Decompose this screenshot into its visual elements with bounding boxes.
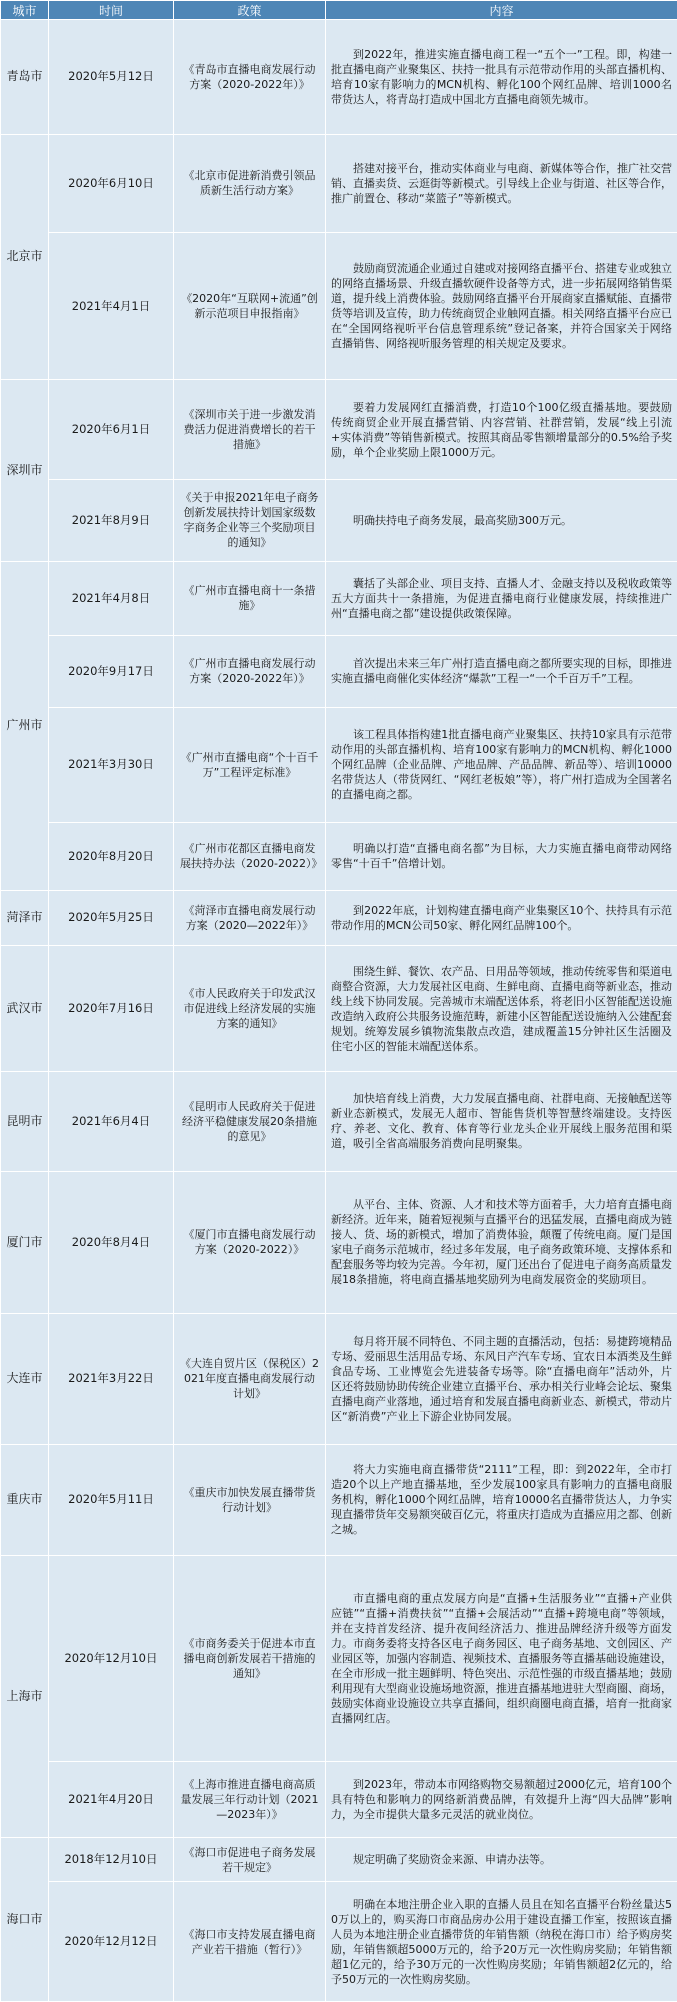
policy-cell: 《昆明市人民政府关于促进经济平稳健康发展20条措施的意见》 bbox=[174, 1072, 326, 1172]
content-cell: 到2023年，带动本市网络购物交易额超过2000亿元，培育100个具有特色和影响力的网络新消费品牌，有效提升上海“四大品牌”影响力，为全市提供大量多元灵活的就业岗位。 bbox=[326, 1762, 677, 1838]
city-cell: 重庆市 bbox=[1, 1444, 49, 1555]
date-cell: 2020年7月16日 bbox=[49, 946, 174, 1072]
content-cell: 该工程具体指构建1批直播电商产业聚集区、扶持10家具有示范带动作用的头部直播机构、培育100家有影响力的MCN机构、孵化1000个网红品牌（企业品牌、产地品牌、产品品牌、新品等）、培训10000名带货达人（带货网红、“网红老板娘”等），将广州打造成为全国著名的直播电商之都。 bbox=[326, 707, 677, 822]
date-cell: 2020年5月11日 bbox=[49, 1444, 174, 1555]
content-cell: 围绕生鲜、餐饮、农产品、日用品等领域，推动传统零售和渠道电商整合资源，大力发展社区电商、生鲜电商、直播电商等新业态，推动线上线下协同发展。完善城市末端配送体系，将老旧小区智能配送设施改造纳入政府公共服务设施范畴，新建小区智能配送设施纳入公建配套规划。统筹发展乡镇物流集散点改造，建成覆盖15分钟社区生活圈及住宅小区的智能末端配送体系。 bbox=[326, 946, 677, 1072]
table-row bbox=[1, 20, 677, 135]
date-cell: 2020年5月12日 bbox=[49, 20, 174, 135]
city-cell: 上海市 bbox=[1, 1555, 49, 1837]
table-row bbox=[1, 1313, 677, 1444]
policy-cell: 《关于申报2021年电子商务创新发展扶持计划国家级数字商务企业等三个奖励项目的通知》 bbox=[174, 479, 326, 561]
header-policy: 政策 bbox=[174, 1, 326, 20]
policy-cell: 《2020年“互联网+流通”创新示范项目申报指南》 bbox=[174, 232, 326, 379]
date-cell: 2021年4月8日 bbox=[49, 561, 174, 635]
content-cell: 到2022年底，计划构建直播电商产业集聚区10个、扶持具有示范带动作用的MCN公司50家、孵化网红品牌100个。 bbox=[326, 890, 677, 945]
city-cell: 武汉市 bbox=[1, 946, 49, 1072]
policy-cell: 《广州市直播电商发展行动方案（2020-2022年）》 bbox=[174, 636, 326, 708]
content-cell: 要着力发展网红直播消费，打造10个100亿级直播基地。要鼓励传统商贸企业开展直播营销、内容营销、社群营销，发展“线上引流+实体消费”等销售新模式。按照其商品零售额增量部分的0.5%给予奖励，单个企业奖励上限1000万元。 bbox=[326, 380, 677, 480]
header-date: 时间 bbox=[49, 1, 174, 20]
policy-cell: 《市商务委关于促进本市直播电商创新发展若干措施的通知》 bbox=[174, 1555, 326, 1762]
date-cell: 2020年6月10日 bbox=[49, 134, 174, 232]
table-row bbox=[1, 232, 677, 379]
policy-cell: 《北京市促进新消费引领品质新生活行动方案》 bbox=[174, 134, 326, 232]
city-cell: 海口市 bbox=[1, 1838, 49, 2002]
date-cell: 2020年6月1日 bbox=[49, 380, 174, 480]
table-row bbox=[1, 946, 677, 1072]
content-cell: 首次提出未来三年广州打造直播电商之都所要实现的目标，即推进实施直播电商催化实体经济“爆款”工程一“一个千百万千”工程。 bbox=[326, 636, 677, 708]
content-cell: 明确以打造“直播电商名都”为目标，大力实施直播电商带动网络零售“十百千”倍增计划。 bbox=[326, 822, 677, 890]
date-cell: 2020年9月17日 bbox=[49, 636, 174, 708]
city-cell: 菏泽市 bbox=[1, 890, 49, 945]
date-cell: 2021年4月1日 bbox=[49, 232, 174, 379]
table-row bbox=[1, 1762, 677, 1838]
policy-cell: 《上海市推进直播电商高质量发展三年行动计划（2021—2023年）》 bbox=[174, 1762, 326, 1838]
date-cell: 2021年6月4日 bbox=[49, 1072, 174, 1172]
date-cell: 2021年3月22日 bbox=[49, 1313, 174, 1444]
date-cell: 2021年3月30日 bbox=[49, 707, 174, 822]
table-row bbox=[1, 636, 677, 708]
date-cell: 2020年12月12日 bbox=[49, 1882, 174, 2002]
table-body bbox=[1, 20, 677, 2002]
content-cell: 将大力实施电商直播带货“2111”工程，即：到2022年，全市打造20个以上产地直播基地，至少发展100家具有影响力的直播电商服务机构，孵化1000个网红品牌，培育10000名直播带货达人，力争实现直播带货年交易额突破百亿元，将重庆打造成为直播应用之都、创新之城。 bbox=[326, 1444, 677, 1555]
date-cell: 2020年5月25日 bbox=[49, 890, 174, 945]
policy-cell: 《深圳市关于进一步激发消费活力促进消费增长的若干措施》 bbox=[174, 380, 326, 480]
content-cell: 到2022年，推进实施直播电商工程一“五个一”工程。即，构建一批直播电商产业聚集区、扶持一批具有示范带动作用的头部直播机构、培育10家有影响力的MCN机构、孵化100个网红品牌、培训1000名带货达人，将青岛打造成中国北方直播电商领先城市。 bbox=[326, 20, 677, 135]
content-cell: 囊括了头部企业、项目支持、直播人才、金融支持以及税收政策等五大方面共十一条措施，为促进直播电商行业健康发展，持续推进广州“直播电商之都”建设提供政策保障。 bbox=[326, 561, 677, 635]
content-cell: 每月将开展不同特色、不同主题的直播活动，包括：易捷跨境精品专场、爱丽思生活用品专场、东风日产汽车专场、宜农日本酒类及生鲜食品专场、工业博览会先进装备专场等。除“直播电商年”活动外，片区还将鼓励协助传统企业建立直播平台、承办相关行业峰会论坛、聚集直播电商产业落地，通过培育和发展直播电商新业态、新模式，带动片区“新消费”产业上下游企业协同发展。 bbox=[326, 1313, 677, 1444]
header-city: 城市 bbox=[1, 1, 49, 20]
table-row bbox=[1, 822, 677, 890]
date-cell: 2020年8月20日 bbox=[49, 822, 174, 890]
table-row bbox=[1, 890, 677, 945]
city-cell: 厦门市 bbox=[1, 1171, 49, 1313]
policy-cell: 《重庆市加快发展直播带货行动计划》 bbox=[174, 1444, 326, 1555]
table-row bbox=[1, 1555, 677, 1762]
city-cell: 深圳市 bbox=[1, 380, 49, 561]
city-cell: 北京市 bbox=[1, 134, 49, 380]
content-cell: 市直播电商的重点发展方向是“直播+生活服务业”“直播+产业供应链”“直播+消费扶贫”“直播+会展活动”“直播+跨境电商”等领域，并在支持首发经济、提升夜间经济活力、推进品牌经济升级等方面发力。市商务委将支持各区电子商务园区、电子商务基地、文创园区、产业园区等，加强内容制造、视频技术、直播服务等直播基础设施建设，在全市形成一批主题鲜明、特色突出、示范性强的市级直播基地；鼓励利用现有大型商业设施场地资源，推进直播基地进驻大型商圈、商场，鼓励实体商业设施设立共享直播间，组织商圈电商直播，培育一批商家直播网红店。 bbox=[326, 1555, 677, 1762]
table-row bbox=[1, 1838, 677, 1882]
table-row bbox=[1, 1072, 677, 1172]
policy-cell: 《厦门市直播电商发展行动方案（2020-2022）》 bbox=[174, 1171, 326, 1313]
policy-cell: 《广州市花都区直播电商发展扶持办法（2020-2022）》 bbox=[174, 822, 326, 890]
table-row bbox=[1, 1882, 677, 2002]
city-cell: 大连市 bbox=[1, 1313, 49, 1444]
content-cell: 规定明确了奖励资金来源、申请办法等。 bbox=[326, 1838, 677, 1882]
policy-cell: 《市人民政府关于印发武汉市促进线上经济发展的实施方案的通知》 bbox=[174, 946, 326, 1072]
policy-cell: 《海口市促进电子商务发展若干规定》 bbox=[174, 1838, 326, 1882]
content-cell: 明确扶持电子商务发展，最高奖励300万元。 bbox=[326, 479, 677, 561]
content-cell: 加快培育线上消费，大力发展直播电商、社群电商、无接触配送等新业态新模式，发展无人超市、智能售货机等智慧终端建设。支持医疗、养老、文化、教育、体育等行业龙头企业开展线上服务范围和渠道，吸引全省高端服务消费向昆明聚集。 bbox=[326, 1072, 677, 1172]
table-row bbox=[1, 134, 677, 232]
date-cell: 2018年12月10日 bbox=[49, 1838, 174, 1882]
date-cell: 2021年4月20日 bbox=[49, 1762, 174, 1838]
content-cell: 搭建对接平台，推动实体商业与电商、新媒体等合作，推广社交营销、直播卖货、云逛街等新模式。引导线上企业与街道、社区等合作，推广前置仓、移动“菜篮子”等新模式。 bbox=[326, 134, 677, 232]
content-cell: 从平台、主体、资源、人才和技术等方面着手，大力培育直播电商新经济。近年来，随着短视频与直播平台的迅猛发展，直播电商成为链接人、货、场的新模式，增加了消费体验，颠覆了传统电商。厦门是国家电子商务示范城市，经过多年发展，电子商务政策环境、支撑体系和配套服务等均较为完善。今年初，厦门还出台了促进电子商务高质量发展18条措施，将电商直播基地奖励列为电商发展资金的奖励项目。 bbox=[326, 1171, 677, 1313]
table-row bbox=[1, 1444, 677, 1555]
policy-cell: 《大连自贸片区（保税区）2021年度直播电商发展行动计划》 bbox=[174, 1313, 326, 1444]
policy-cell: 《广州市直播电商十一条措施》 bbox=[174, 561, 326, 635]
date-cell: 2021年8月9日 bbox=[49, 479, 174, 561]
date-cell: 2020年12月10日 bbox=[49, 1555, 174, 1762]
policy-cell: 《广州市直播电商“个十百千万”工程评定标准》 bbox=[174, 707, 326, 822]
city-cell: 昆明市 bbox=[1, 1072, 49, 1172]
content-cell: 明确在本地注册企业入职的直播人员且在知名直播平台粉丝量达50万以上的，购买海口市商品房办公用于建设直播工作室，按照该直播人员为本地注册企业直播带货的年销售额（纳税在海口市）给予购房奖励，年销售额超5000万元的，给予20万元一次性购房奖励；年销售额超1亿元的，给予30万元的一次性购房奖励；年销售额超2亿元的，给予50万元的一次性购房奖励。 bbox=[326, 1882, 677, 2002]
city-cell: 青岛市 bbox=[1, 20, 49, 135]
table-row bbox=[1, 561, 677, 635]
content-cell: 鼓励商贸流通企业通过自建或对接网络直播平台、搭建专业或独立的网络直播场景、升级直播软硬件设备等方式，进一步拓展网络销售渠道，提升线上消费体验。鼓励网络直播平台开展商家直播赋能、直播带货等培训及宣传，助力传统商贸企业触网直播。相关网络直播平台应已在“全国网络视听平台信息管理系统”登记备案，并符合国家关于网络直播销售、网络视听服务管理的相关规定及要求。 bbox=[326, 232, 677, 379]
policy-cell: 《海口市支持发展直播电商产业若干措施（暂行）》 bbox=[174, 1882, 326, 2002]
header-content: 内容 bbox=[326, 1, 677, 20]
table-row bbox=[1, 1171, 677, 1313]
policy-cell: 《菏泽市直播电商发展行动方案（2020—2022年）》 bbox=[174, 890, 326, 945]
table-row bbox=[1, 479, 677, 561]
date-cell: 2020年8月4日 bbox=[49, 1171, 174, 1313]
header-row bbox=[1, 1, 677, 20]
table-row bbox=[1, 707, 677, 822]
table-row bbox=[1, 380, 677, 480]
policy-cell: 《青岛市直播电商发展行动方案（2020-2022年）》 bbox=[174, 20, 326, 135]
city-cell: 广州市 bbox=[1, 561, 49, 890]
